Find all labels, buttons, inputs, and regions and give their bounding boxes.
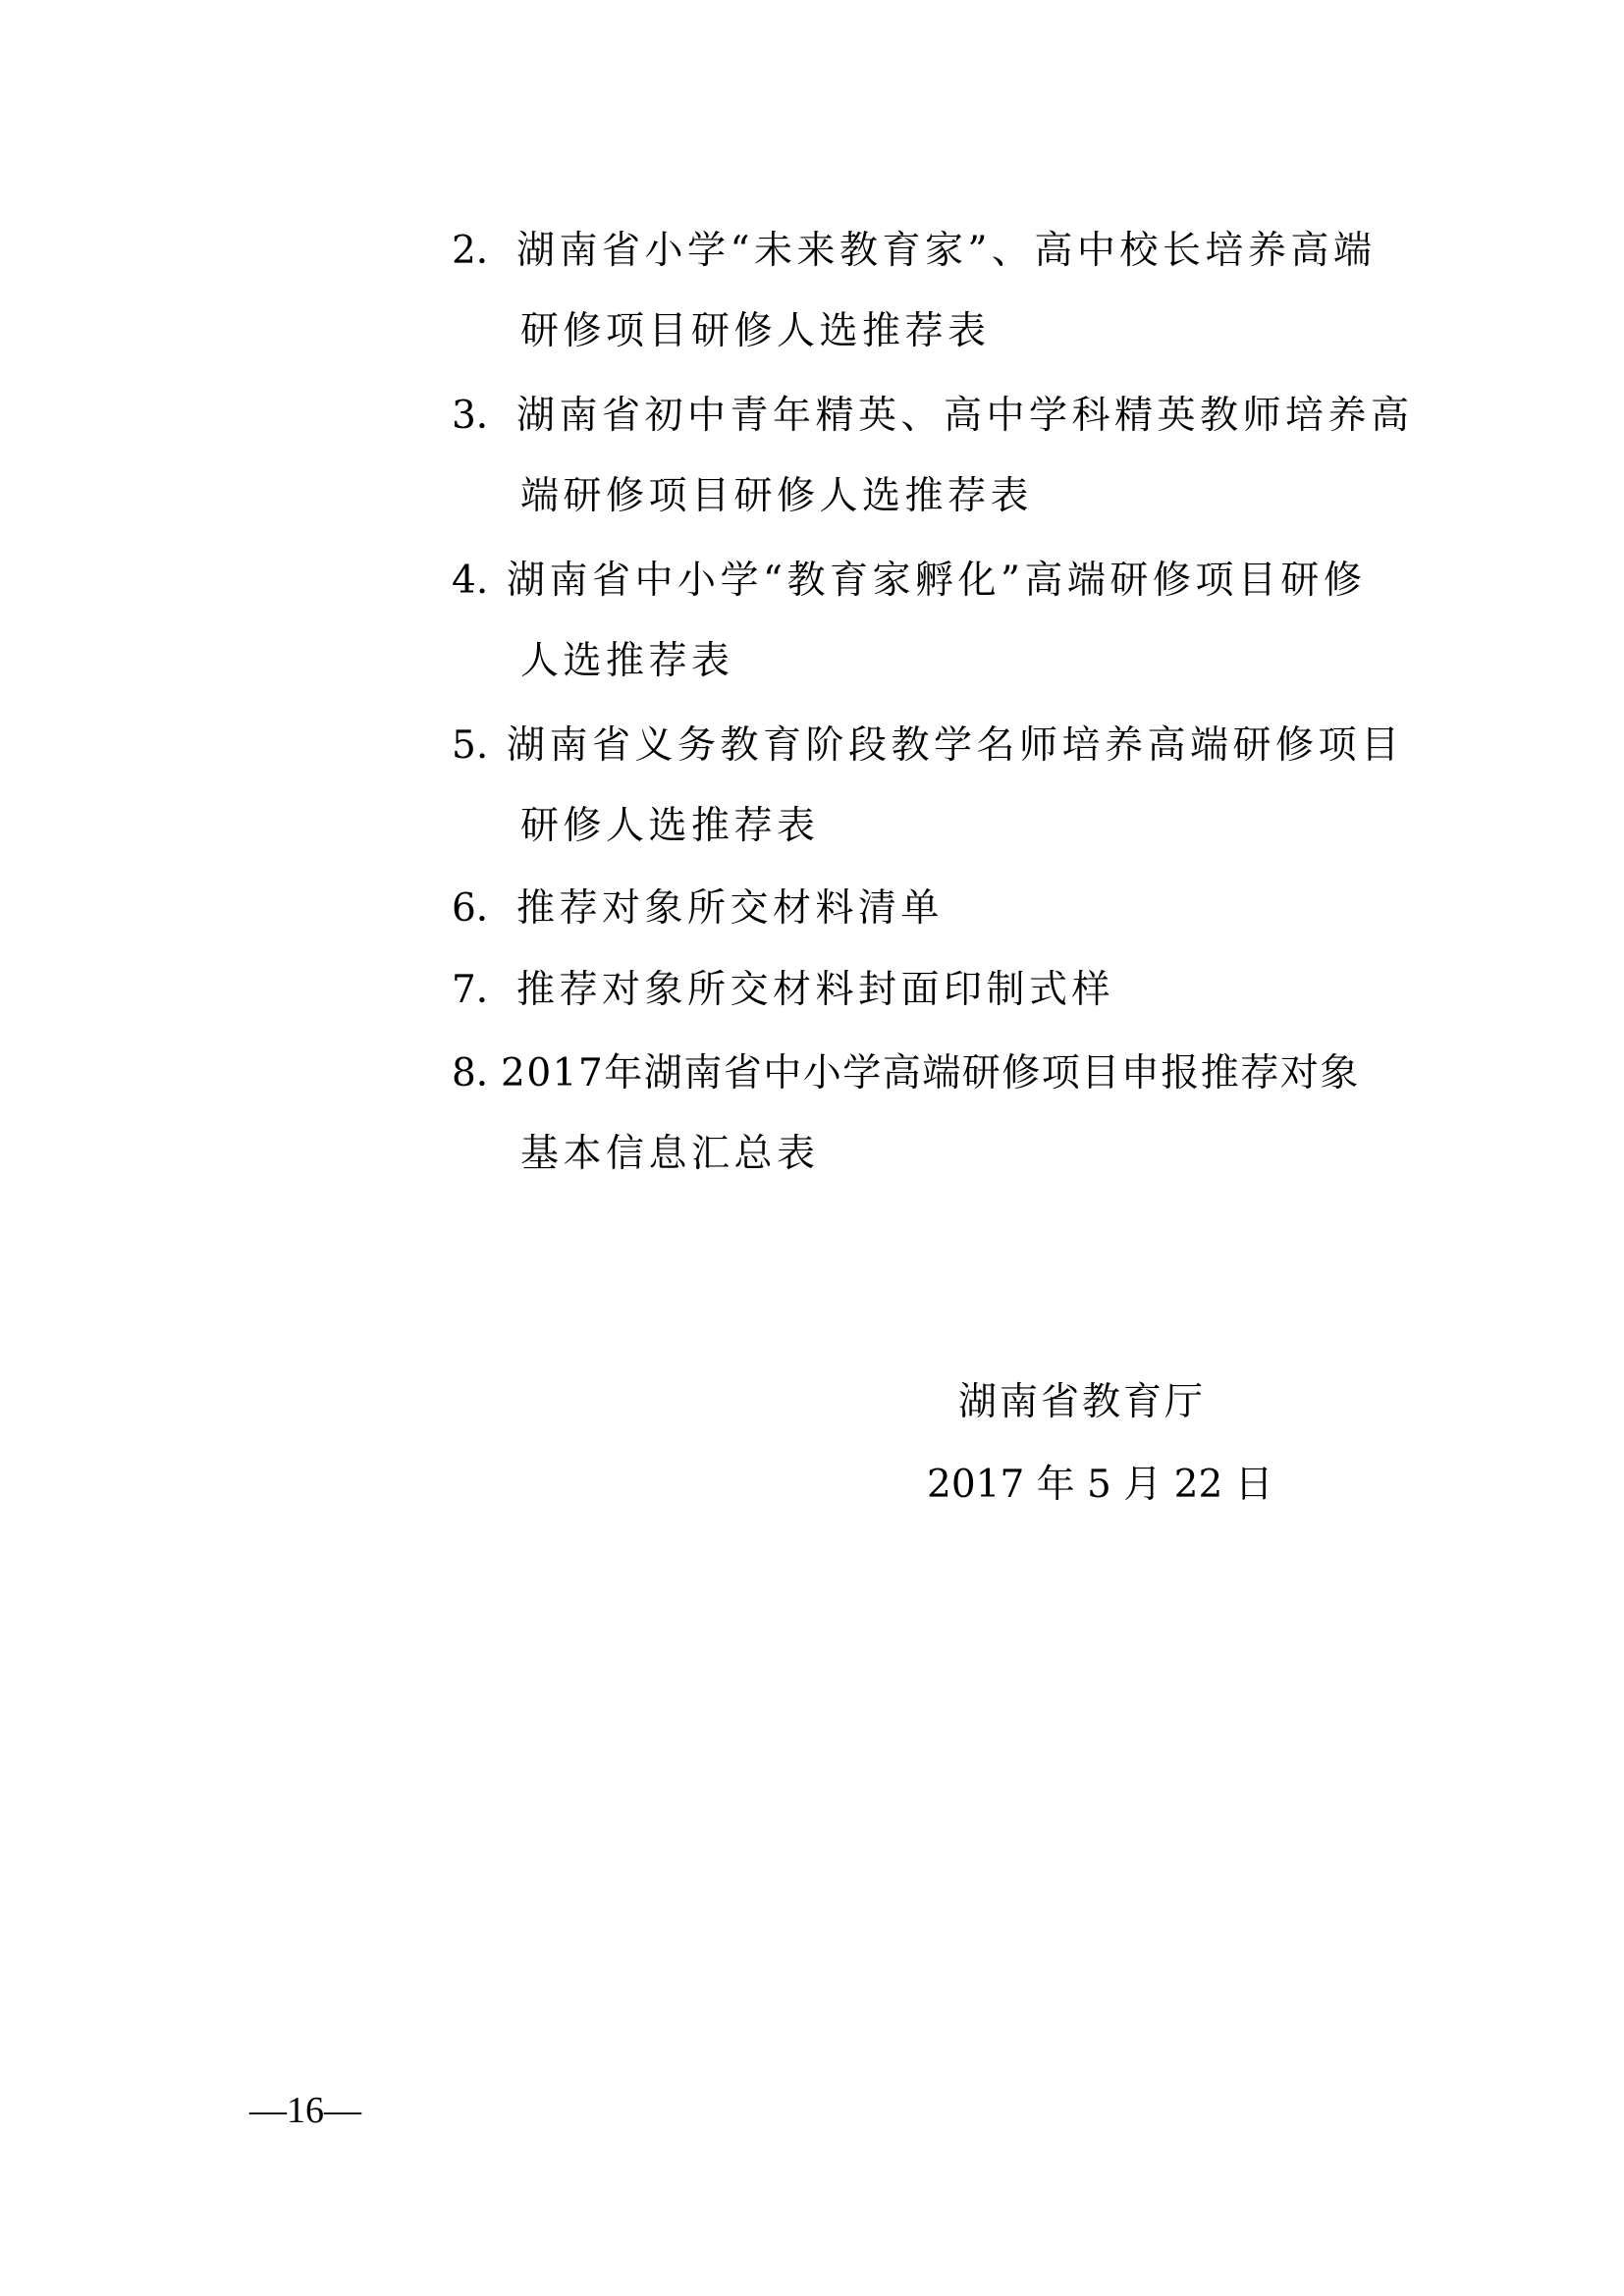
attachment-title: 推荐对象所交材料封面印制式样 bbox=[516, 968, 1115, 1012]
attachment-item-7 bbox=[452, 967, 1114, 1014]
attachment-title-continuation: 人选推荐表 bbox=[520, 639, 734, 683]
attachment-item-8-continuation bbox=[520, 1131, 820, 1178]
attachment-item-4 bbox=[452, 558, 1366, 605]
attachment-number: 6． bbox=[452, 886, 514, 931]
attachment-title: 湖南省中小学“教育家孵化”高端研修项目研修 bbox=[507, 559, 1367, 603]
attachment-item-3-continuation bbox=[520, 473, 1033, 520]
attachment-number: 7． bbox=[452, 968, 514, 1012]
attachment-item-5 bbox=[452, 722, 1404, 770]
attachment-item-4-continuation bbox=[520, 638, 734, 685]
attachment-number: 3． bbox=[452, 394, 514, 438]
attachment-number: 8． bbox=[452, 1051, 514, 1095]
attachment-title-continuation: 基本信息汇总表 bbox=[520, 1132, 820, 1176]
page-number: —16— bbox=[249, 2090, 361, 2131]
attachment-item-2-continuation bbox=[520, 308, 991, 355]
attachment-item-5-continuation bbox=[520, 803, 820, 850]
attachment-number: 4. bbox=[452, 559, 489, 603]
attachment-title: 2017年湖南省中小学高端研修项目申报推荐对象 bbox=[501, 1051, 1360, 1095]
attachment-item-2 bbox=[452, 228, 1376, 275]
issue-date: 2017 年 5 月 22 日 bbox=[927, 1463, 1273, 1507]
attachment-title: 湖南省义务教育阶段教学名师培养高端研修项目 bbox=[507, 723, 1404, 768]
attachment-title: 推荐对象所交材料清单 bbox=[516, 886, 945, 931]
attachment-title: 湖南省小学“未来教育家”、高中校长培养高端 bbox=[516, 229, 1377, 273]
attachment-item-3 bbox=[452, 393, 1414, 440]
attachment-title-continuation: 研修项目研修人选推荐表 bbox=[520, 309, 991, 353]
attachment-item-8 bbox=[452, 1050, 1360, 1097]
attachment-title: 湖南省初中青年精英、高中学科精英教师培养高 bbox=[516, 394, 1414, 438]
attachment-number: 5. bbox=[452, 723, 489, 768]
attachment-title-continuation: 端研修项目研修人选推荐表 bbox=[520, 474, 1034, 518]
issuing-organization: 湖南省教育厅 bbox=[958, 1380, 1207, 1424]
attachment-item-6 bbox=[452, 885, 944, 933]
attachment-number: 2． bbox=[452, 229, 514, 273]
attachment-title-continuation: 研修人选推荐表 bbox=[520, 804, 820, 848]
